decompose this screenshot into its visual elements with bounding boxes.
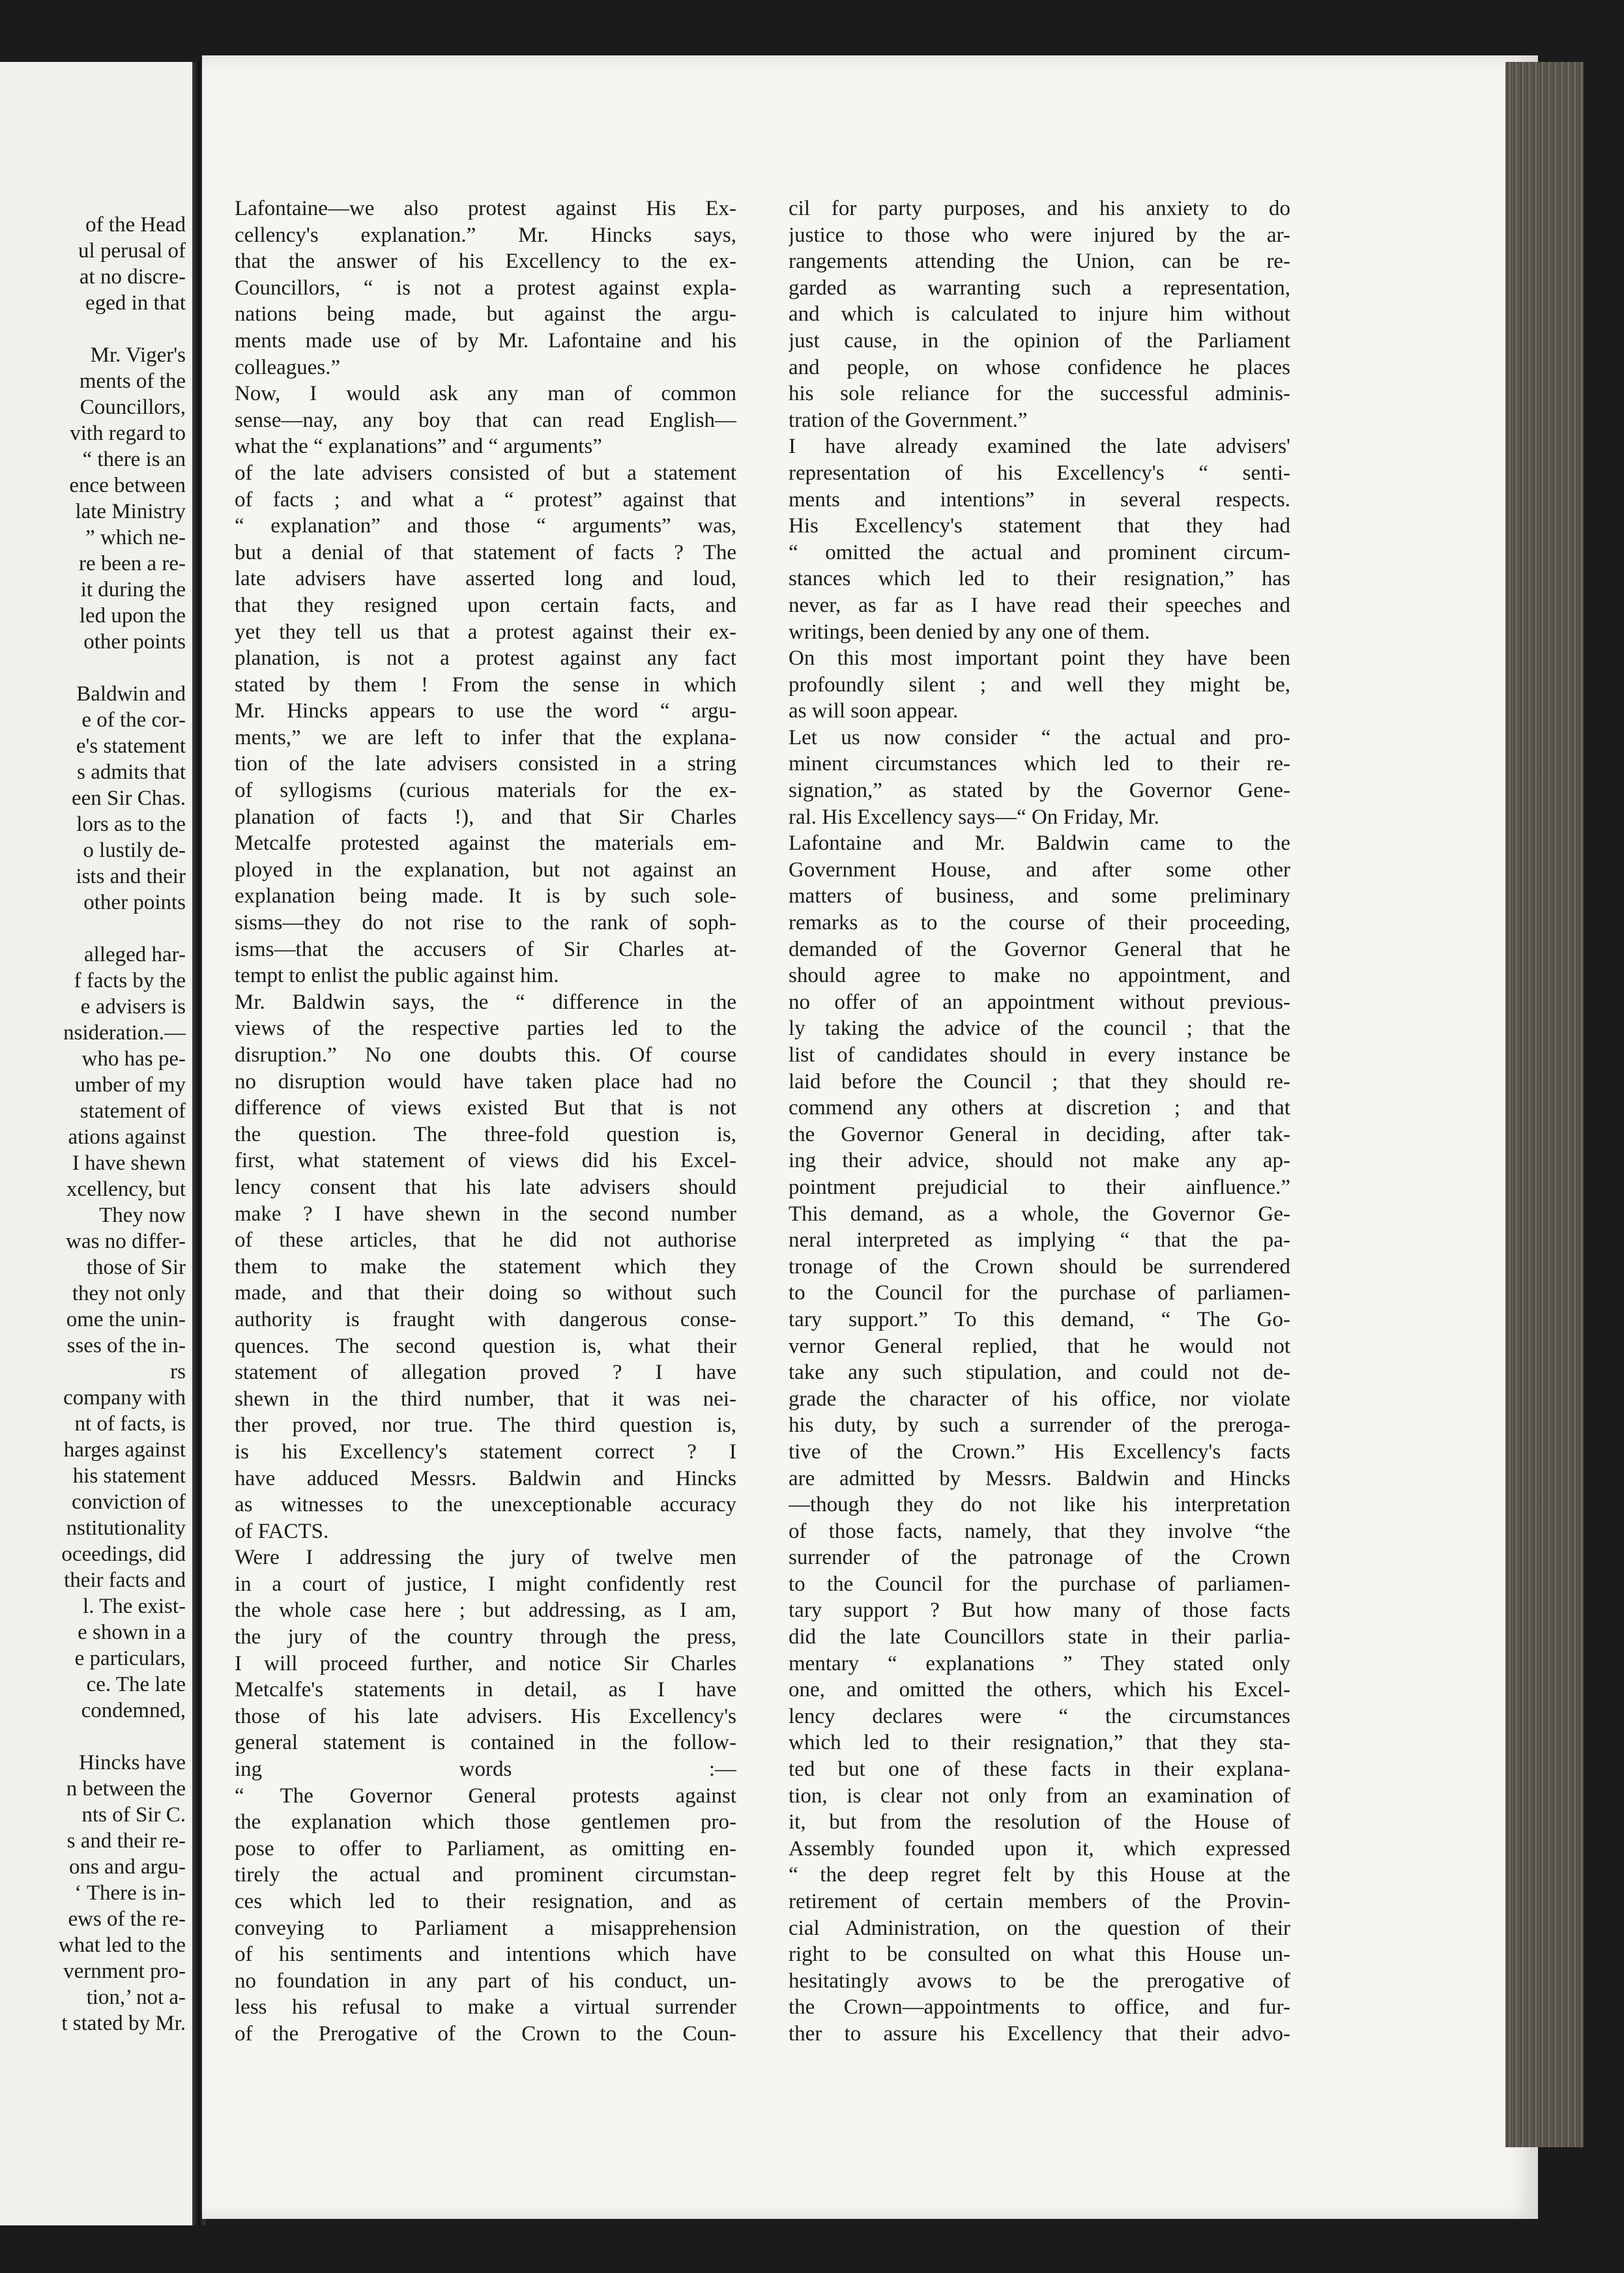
- text-line: “ there is an: [82, 448, 186, 471]
- text-line: what the “ explanations” and “ arguments”: [235, 435, 602, 459]
- text-line: —though they do not like his interpretation: [789, 1493, 1290, 1517]
- text-line: tion,’ not a-: [86, 1986, 186, 2009]
- text-line: vith regard to: [70, 422, 186, 445]
- text-line: ists and their: [76, 865, 186, 888]
- text-line: right to be consulted on what this House un-: [789, 1943, 1290, 1967]
- text-line: On this most important point they have been: [789, 646, 1290, 671]
- text-line: sense—nay, any boy that can read English—: [235, 408, 736, 432]
- text-line: Councillors,: [80, 396, 186, 419]
- text-line: conviction of: [71, 1490, 186, 1514]
- text-line: Councillors, “ is not a protest against expla-: [235, 276, 736, 300]
- text-line: lency declares were “ the circumstances: [789, 1704, 1290, 1728]
- text-line: representation of his Excellency's “ senti-: [789, 461, 1290, 485]
- text-line: planation of facts !), and that Sir Charles: [235, 805, 736, 829]
- text-line: tempt to enlist the public against him.: [235, 964, 559, 988]
- text-line: vernor General replied, that he would not: [789, 1334, 1290, 1358]
- text-line: other points: [83, 891, 186, 914]
- text-line: should agree to make no appointment, and: [789, 964, 1290, 988]
- text-line: tive of the Crown.” His Excellency's facts: [789, 1440, 1290, 1464]
- text-line: ing their advice, should not make any ap-: [789, 1149, 1290, 1173]
- text-line: the whole case here ; but addressing, as I am,: [235, 1599, 736, 1623]
- text-line: cial Administration, on the question of their: [789, 1916, 1290, 1940]
- text-line: oceedings, did: [61, 1542, 186, 1566]
- text-line: yet they tell us that a protest against their ex-: [235, 620, 736, 644]
- text-line: no disruption would have taken place had no: [235, 1069, 736, 1093]
- text-line: Were I addressing the jury of twelve men: [235, 1546, 736, 1570]
- text-line: [0, 916, 186, 942]
- text-line: nt of facts, is: [74, 1412, 186, 1436]
- text-line: e advisers is: [80, 995, 186, 1019]
- text-line: those of his late advisers. His Excellency's: [235, 1704, 736, 1728]
- text-line: late advisers have asserted long and loud,: [235, 567, 736, 591]
- text-line: ce. The late: [86, 1673, 186, 1696]
- text-line: nations being made, but against the argu-: [235, 302, 736, 326]
- text-line: ments made use of by Mr. Lafontaine and his: [235, 328, 736, 353]
- page-edges: [1505, 62, 1584, 2147]
- text-line: led upon the: [79, 604, 186, 628]
- text-line: tion of the late advisers consisted in a string: [235, 752, 736, 776]
- text-line: minent circumstances which led to their re-: [789, 752, 1290, 776]
- text-line: explanation being made. It is by such sole-: [235, 884, 736, 908]
- text-line: profoundly silent ; and well they might be,: [789, 673, 1290, 697]
- text-line: Lafontaine and Mr. Baldwin came to the: [789, 832, 1290, 856]
- text-line: ul perusal of: [78, 239, 186, 263]
- text-line: cil for party purposes, and his anxiety to do: [789, 197, 1290, 220]
- text-line: ral. His Excellency says—“ On Friday, Mr.: [789, 805, 1159, 829]
- text-line: tronage of the Crown should be surrendered: [789, 1254, 1290, 1279]
- text-line: ations against: [68, 1125, 186, 1149]
- text-line: have adduced Messrs. Baldwin and Hincks: [235, 1466, 736, 1490]
- text-line: of facts ; and what a “ protest” against that: [235, 487, 736, 512]
- text-line: them to make the statement which they: [235, 1254, 736, 1279]
- text-line: his statement: [72, 1464, 186, 1488]
- text-line: that the answer of his Excellency to the ex-: [235, 250, 736, 274]
- text-line: surrender of the patronage of the Crown: [789, 1546, 1290, 1570]
- text-line: commend any others at discretion ; and that: [789, 1096, 1290, 1120]
- text-line: the explanation which those gentlemen pro-: [235, 1810, 736, 1834]
- text-line: They now: [99, 1204, 186, 1227]
- text-line: first, what statement of views did his Excel-: [235, 1149, 736, 1173]
- text-line: tary support.” To this demand, “ The Go-: [789, 1307, 1290, 1331]
- text-line: of his sentiments and intentions which have: [235, 1943, 736, 1967]
- text-line: cellency's explanation.” Mr. Hincks says,: [235, 223, 736, 247]
- text-line: ence between: [69, 474, 186, 497]
- text-line: planation, is not a protest against any fact: [235, 646, 736, 671]
- text-line: no offer of an appointment without previous-: [789, 990, 1290, 1014]
- text-line: lors as to the: [76, 813, 186, 836]
- left-page-text: [0, 212, 186, 2036]
- text-line: ing words :—: [235, 1758, 736, 1782]
- text-line: lency consent that his late advisers should: [235, 1175, 736, 1199]
- text-line: but a denial of that statement of facts ? The: [235, 540, 736, 564]
- text-line: umber of my: [74, 1073, 186, 1097]
- text-line: re been a re-: [79, 552, 186, 575]
- text-line: “ The Governor General protests against: [235, 1784, 736, 1808]
- text-line: ews of the re-: [68, 1907, 186, 1931]
- text-line: to the Council for the purchase of parliamen-: [789, 1281, 1290, 1305]
- text-line: difference of views existed But that is not: [235, 1096, 736, 1120]
- text-line: ons and argu-: [68, 1855, 186, 1879]
- text-line: Metcalfe protested against the materials em-: [235, 832, 736, 856]
- text-line: remarks as to the course of their proceeding,: [789, 911, 1290, 935]
- text-line: Now, I would ask any man of common: [235, 382, 736, 406]
- text-line: his sole reliance for the successful adminis-: [789, 382, 1290, 406]
- text-line: Metcalfe's statements in detail, as I have: [235, 1678, 736, 1702]
- text-line: “ the deep regret felt by this House at the: [789, 1863, 1290, 1887]
- text-line: as will soon appear.: [789, 699, 959, 723]
- text-line: alleged har-: [84, 943, 186, 966]
- text-line: as witnesses to the unexceptionable accuracy: [235, 1493, 736, 1517]
- text-line: take any such stipulation, and could not de-: [789, 1361, 1290, 1385]
- right-column: [789, 195, 1290, 2048]
- text-line: general statement is contained in the follow-: [235, 1731, 736, 1755]
- text-line: of the late advisers consisted of but a statement: [235, 461, 736, 485]
- text-line: it during the: [80, 578, 186, 601]
- text-line: isms—that the accusers of Sir Charles at-: [235, 937, 736, 961]
- text-line: tary support ? But how many of those facts: [789, 1599, 1290, 1623]
- text-line: disruption.” No one doubts this. Of course: [235, 1043, 736, 1067]
- text-line: and people, on whose confidence he places: [789, 355, 1290, 379]
- text-line: of the Head: [85, 213, 186, 237]
- text-line: [0, 1724, 186, 1750]
- text-line: t stated by Mr.: [61, 2012, 186, 2035]
- text-line: which led to their resignation,” that they sta-: [789, 1731, 1290, 1755]
- text-line: ome the unin-: [66, 1308, 186, 1331]
- text-line: [0, 655, 186, 681]
- text-line: Lafontaine—we also protest against His Ex-: [235, 197, 736, 220]
- text-line: e of the cor-: [81, 708, 186, 732]
- text-line: matters of business, and some preliminary: [789, 884, 1290, 908]
- text-line: nts of Sir C.: [81, 1803, 186, 1827]
- text-line: at no discre-: [79, 265, 186, 289]
- text-line: ly taking the advice of the council ; that the: [789, 1017, 1290, 1041]
- text-line: I have already examined the late advisers': [789, 435, 1290, 459]
- text-line: sisms—they do not rise to the rank of soph-: [235, 911, 736, 935]
- text-line: demanded of the Governor General that he: [789, 937, 1290, 961]
- text-line: ted but one of these facts in their explana-: [789, 1758, 1290, 1782]
- text-line: colleagues.”: [235, 355, 341, 379]
- text-line: never, as far as I have read their speeches and: [789, 593, 1290, 617]
- text-line: condemned,: [81, 1699, 186, 1722]
- text-line: make ? I have shewn in the second number: [235, 1202, 736, 1226]
- text-line: tirely the actual and prominent circumstan-: [235, 1863, 736, 1887]
- text-line: the jury of the country through the press,: [235, 1625, 736, 1649]
- text-line: neral interpreted as implying “ that the pa-: [789, 1228, 1290, 1252]
- text-line: His Excellency's statement that they had: [789, 514, 1290, 538]
- text-line: Mr. Hincks appears to use the word “ argu-: [235, 699, 736, 723]
- text-line: Let us now consider “ the actual and pro-: [789, 725, 1290, 749]
- text-line: een Sir Chas.: [71, 787, 186, 810]
- text-line: of FACTS.: [235, 1519, 329, 1543]
- text-line: o lustily de-: [83, 839, 186, 862]
- text-line: pointment prejudicial to their ainfluence.”: [789, 1175, 1290, 1199]
- text-line: harges against: [63, 1438, 186, 1462]
- text-line: other points: [83, 630, 186, 654]
- middle-column: [235, 195, 736, 2048]
- text-line: ces which led to their resignation, and as: [235, 1890, 736, 1913]
- text-line: “ omitted the actual and prominent circum-: [789, 540, 1290, 564]
- text-line: Mr. Baldwin says, the “ difference in the: [235, 990, 736, 1014]
- text-line: of these articles, that he did not authorise: [235, 1228, 736, 1252]
- text-line: are admitted by Messrs. Baldwin and Hincks: [789, 1466, 1290, 1490]
- text-line: grade the character of his office, nor violate: [789, 1387, 1290, 1411]
- text-line: shewn in the third number, that it was nei-: [235, 1387, 736, 1411]
- text-line: e's statement: [76, 734, 186, 758]
- text-line: xcellency, but: [66, 1178, 186, 1201]
- text-line: of the Prerogative of the Crown to the Coun-: [235, 2021, 736, 2046]
- text-line: that they resigned upon certain facts, and: [235, 593, 736, 617]
- text-line: views of the respective parties led to the: [235, 1017, 736, 1041]
- text-line: ther proved, nor true. The third question is,: [235, 1413, 736, 1438]
- text-line: e particulars,: [74, 1647, 186, 1670]
- text-line: they not only: [72, 1282, 186, 1305]
- text-line: to the Council for the purchase of parliamen-: [789, 1572, 1290, 1596]
- text-line: tion, is clear not only from an examination of: [789, 1784, 1290, 1808]
- text-line: of those facts, namely, that they involve “the: [789, 1519, 1290, 1543]
- text-line: garded as warranting such a representation,: [789, 276, 1290, 300]
- text-line: company with: [63, 1386, 186, 1410]
- text-line: stated by them ! From the sense in which: [235, 673, 736, 697]
- text-line: Mr. Viger's: [90, 343, 186, 367]
- text-line: s and their re-: [66, 1829, 186, 1853]
- text-line: laid before the Council ; that they should re-: [789, 1069, 1290, 1093]
- text-line: n between the: [66, 1777, 186, 1801]
- text-line: signation,” as stated by the Governor Gene-: [789, 779, 1290, 803]
- text-line: the question. The three-fold question is,: [235, 1122, 736, 1146]
- text-line: nstitutionality: [66, 1516, 186, 1540]
- text-line: their facts and: [64, 1569, 186, 1592]
- text-line: vernment pro-: [63, 1960, 186, 1983]
- text-line: ployed in the explanation, but not against an: [235, 858, 736, 882]
- text-line: ments of the: [79, 369, 186, 393]
- text-line: what led to the: [58, 1933, 186, 1957]
- text-line: statement of allegation proved ? I have: [235, 1361, 736, 1385]
- text-line: statement of: [80, 1099, 186, 1123]
- text-line: late Ministry: [75, 500, 186, 523]
- text-line: nsideration.—: [63, 1021, 186, 1045]
- text-line: of syllogisms (curious materials for the ex-: [235, 779, 736, 803]
- text-line: ther to assure his Excellency that their advo-: [789, 2021, 1290, 2046]
- text-line: his duty, by such a surrender of the preroga-: [789, 1413, 1290, 1438]
- text-line: those of Sir: [86, 1256, 186, 1279]
- left-page-fragment: [0, 62, 192, 2225]
- text-line: pose to offer to Parliament, as omitting en-: [235, 1836, 736, 1860]
- text-line: retirement of certain members of the Provin-: [789, 1890, 1290, 1913]
- text-line: no foundation in any part of his conduct, un-: [235, 1969, 736, 1993]
- text-line: e shown in a: [78, 1621, 186, 1644]
- text-line: mentary “ explanations ” They stated only: [789, 1651, 1290, 1675]
- text-line: This demand, as a whole, the Governor Ge-: [789, 1202, 1290, 1226]
- text-line: justice to those who were injured by the ar-: [789, 223, 1290, 247]
- text-line: did the late Councillors state in their parlia-: [789, 1625, 1290, 1649]
- text-line: rangements attending the Union, can be re-: [789, 250, 1290, 274]
- text-line: [0, 316, 186, 342]
- text-line: less his refusal to make a virtual surrender: [235, 1995, 736, 2020]
- text-line: I will proceed further, and notice Sir Charles: [235, 1651, 736, 1675]
- text-line: f facts by the: [74, 969, 186, 992]
- text-line: writings, been denied by any one of them.: [789, 620, 1150, 644]
- text-line: the Governor General in deciding, after tak-: [789, 1122, 1290, 1146]
- text-line: eged in that: [85, 291, 186, 315]
- text-line: quences. The second question is, what their: [235, 1334, 736, 1358]
- text-line: ments and intentions” in several respects.: [789, 487, 1290, 512]
- text-line: hesitatingly avows to be the prerogative of: [789, 1969, 1290, 1993]
- text-line: tration of the Government.”: [789, 408, 1028, 432]
- text-line: the Crown—appointments to office, and fur-: [789, 1995, 1290, 2020]
- text-line: Assembly founded upon it, which expressed: [789, 1836, 1290, 1860]
- text-line: “ explanation” and those “ arguments” was,: [235, 514, 736, 538]
- text-line: ments,” we are left to infer that the explana-: [235, 725, 736, 749]
- text-line: I have shewn: [72, 1151, 186, 1175]
- text-line: it, but from the resolution of the House of: [789, 1810, 1290, 1834]
- text-line: Hincks have: [78, 1751, 186, 1774]
- text-line: one, and omitted the others, which his Excel-: [789, 1678, 1290, 1702]
- text-line: Government House, and after some other: [789, 858, 1290, 882]
- text-line: and which is calculated to injure him without: [789, 302, 1290, 326]
- text-line: authority is fraught with dangerous conse-: [235, 1307, 736, 1331]
- text-line: in a court of justice, I might confidently rest: [235, 1572, 736, 1596]
- text-line: s admits that: [77, 760, 186, 784]
- text-line: l. The exist-: [83, 1595, 186, 1618]
- text-line: stances which led to their resignation,” has: [789, 567, 1290, 591]
- text-line: ‘ There is in-: [74, 1881, 186, 1905]
- text-line: was no differ-: [66, 1230, 186, 1253]
- text-line: conveying to Parliament a misapprehension: [235, 1916, 736, 1940]
- text-line: is his Excellency's statement correct ? I: [235, 1440, 736, 1464]
- text-line: just cause, in the opinion of the Parliament: [789, 328, 1290, 353]
- text-line: made, and that their doing so without such: [235, 1281, 736, 1305]
- text-line: who has pe-: [81, 1047, 186, 1071]
- text-line: sses of the in-: [66, 1334, 186, 1357]
- text-line: Baldwin and: [76, 682, 186, 706]
- text-line: ” which ne-: [85, 526, 186, 549]
- text-line: list of candidates should in every instance be: [789, 1043, 1290, 1067]
- text-line: rs: [170, 1360, 186, 1383]
